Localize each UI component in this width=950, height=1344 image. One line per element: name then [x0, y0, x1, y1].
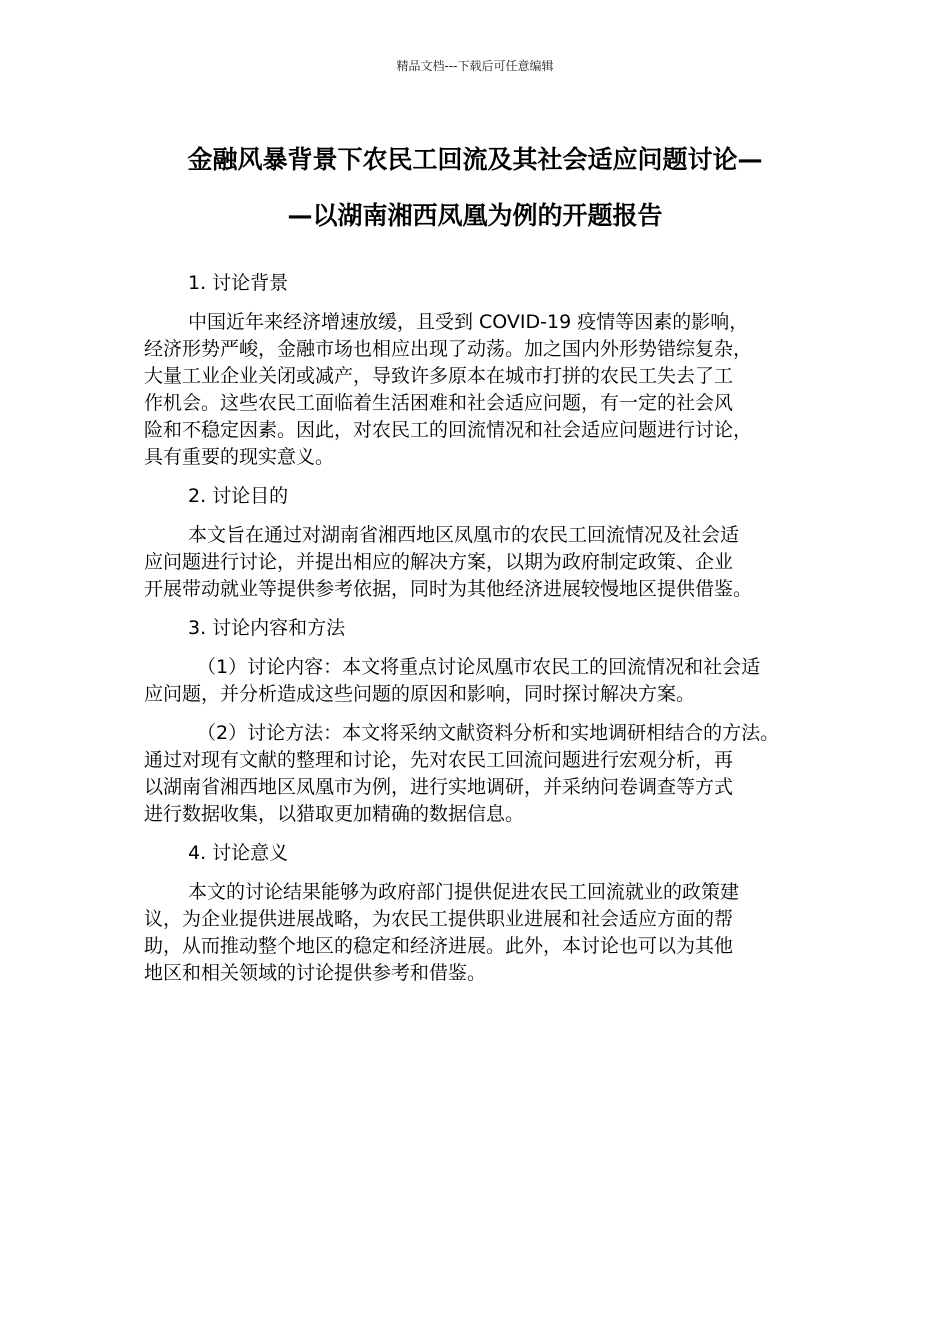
paragraph-line: 本文旨在通过对湖南省湘西地区凤凰市的农民工回流情况及社会适	[188, 524, 740, 546]
section-heading-content-method: 3. 讨论内容和方法	[188, 617, 346, 639]
paragraph-line: 以湖南省湘西地区凤凰市为例，进行实地调研，并采纳问卷调查等方式	[144, 776, 734, 798]
paragraph-line: （1）讨论内容：本文将重点讨论凤凰市农民工的回流情况和社会适	[197, 656, 761, 678]
paragraph-line: 助，从而推动整个地区的稳定和经济进展。此外，本讨论也可以为其他	[144, 935, 734, 957]
paragraph-purpose	[144, 522, 816, 603]
paragraph-line: 议，为企业提供进展战略，为农民工提供职业进展和社会适应方面的帮	[144, 908, 734, 930]
paragraph-line: 大量工业企业关闭或减产，导致许多原本在城市打拼的农民工失去了工	[144, 365, 734, 387]
paragraph-line: 应问题，并分析造成这些问题的原因和影响，同时探讨解决方案。	[144, 683, 696, 705]
paragraph-significance	[144, 879, 816, 987]
section-heading-purpose: 2. 讨论目的	[188, 485, 289, 507]
paragraph-line: （2）讨论方法：本文将采纳文献资料分析和实地调研相结合的方法。	[197, 722, 780, 744]
paragraph-line: 经济形势严峻，金融市场也相应出现了动荡。加之国内外形势错综复杂，	[144, 338, 753, 360]
section-heading-significance: 4. 讨论意义	[188, 842, 289, 864]
paragraph-line: 开展带动就业等提供参考依据，同时为其他经济进展较慢地区提供借鉴。	[144, 578, 753, 600]
paragraph-line: 险和不稳定因素。因此，对农民工的回流情况和社会适应问题进行讨论，	[144, 419, 753, 441]
paragraph-line: 地区和相关领域的讨论提供参考和借鉴。	[144, 962, 487, 984]
title-line-1: 金融风暴背景下农民工回流及其社会适应问题讨论—	[187, 145, 763, 174]
paragraph-background	[144, 309, 816, 471]
paragraph-line: 通过对现有文献的整理和讨论，先对农民工回流问题进行宏观分析，再	[144, 749, 734, 771]
paragraph-line: 本文的讨论结果能够为政府部门提供促进农民工回流就业的政策建	[188, 881, 740, 903]
paragraph-line: 应问题进行讨论，并提出相应的解决方案，以期为政府制定政策、企业	[144, 551, 734, 573]
paragraph-line: 具有重要的现实意义。	[144, 446, 335, 468]
paragraph-method	[144, 720, 816, 828]
page-header: 精品文档---下载后可任意编辑	[396, 59, 554, 73]
paragraph-content	[144, 654, 816, 708]
section-heading-background: 1. 讨论背景	[188, 272, 289, 294]
document-title	[140, 132, 810, 244]
title-line-2: —以湖南湘西凤凰为例的开题报告	[287, 201, 663, 230]
paragraph-line: 中国近年来经济增速放缓，且受到 COVID-19 疫情等因素的影响，	[188, 311, 749, 333]
paragraph-line: 作机会。这些农民工面临着生活困难和社会适应问题，有一定的社会风	[144, 392, 734, 414]
document-body	[144, 270, 816, 999]
paragraph-line: 进行数据收集，以猎取更加精确的数据信息。	[144, 803, 525, 825]
